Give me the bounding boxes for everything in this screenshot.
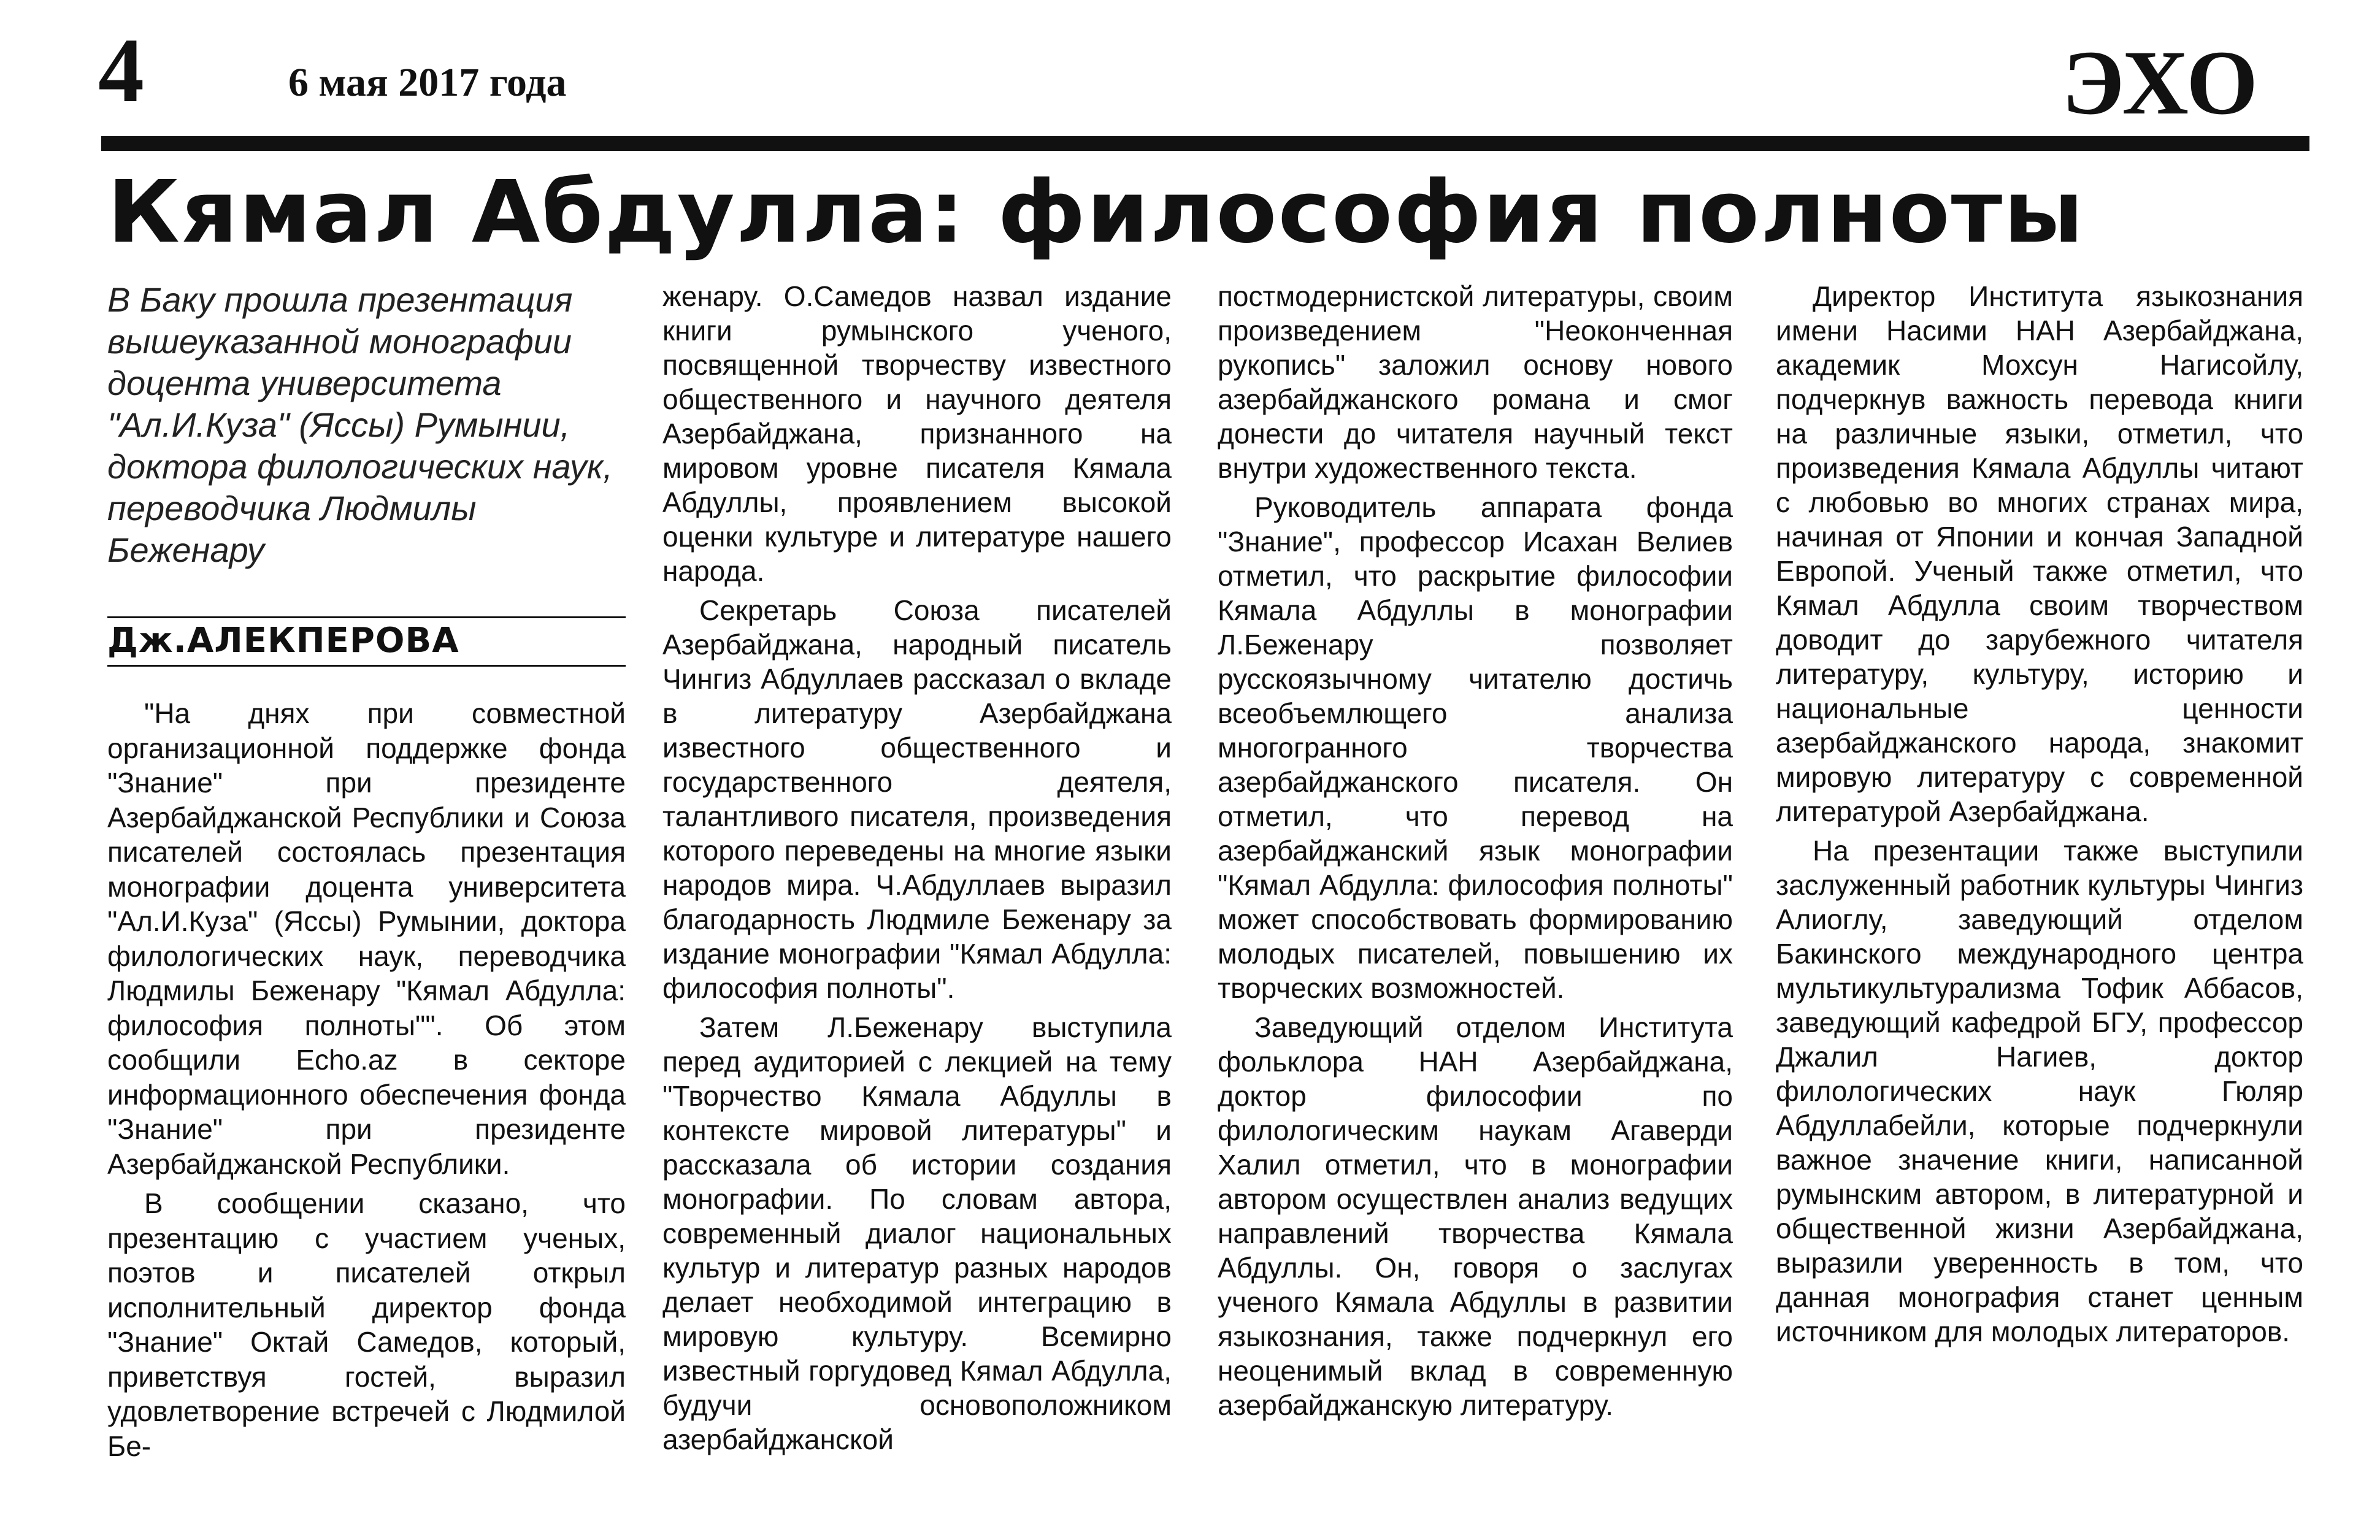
article-author: Дж.АЛЕКПЕРОВА bbox=[107, 621, 459, 661]
paragraph: постмодернистской литературы, своим произведением "Неоконченная рукопись" заложил основу нового азербайджанского романа и смог донести до читателя научный текст внутри художественного текста. bbox=[1218, 280, 1733, 484]
author-rule-top bbox=[107, 616, 626, 618]
author-rule-bottom bbox=[107, 665, 626, 667]
paragraph: женару. О.Самедов назвал издание книги румынского ученого, посвященной творчеству известного общественного и научного деятеля Азербайджана, признанного на мировом уровне писателя Кямала Абдуллы, проявлением высокой оценки культуре и литературе нашего народа. bbox=[662, 280, 1172, 587]
column-1-lead bbox=[107, 279, 626, 571]
article-headline: Кямал Абдулла: философия полноты bbox=[107, 163, 2085, 262]
newspaper-name: ЭХО bbox=[2062, 32, 2260, 134]
paragraph: В сообщении сказано, что презентацию с участием ученых, поэтов и писателей открыл исполнительный директор фонда "Знание" Октай Самедов, который, приветствуя гостей, выразил удовлетворение встречей с Людмилой Бе- bbox=[107, 1187, 626, 1462]
column-2 bbox=[662, 279, 1172, 1457]
article-lead: В Баку прошла презентация вышеуказанной монографии доцента университета "Ал.И.Куза" (Яссы) Румынии, доктора филологических наук, переводчика Людмилы Беженару bbox=[107, 280, 613, 569]
column-1-body bbox=[107, 696, 626, 1463]
paragraph: Затем Л.Беженару выступила перед аудиторией с лекцией на тему "Творчество Кямала Абдуллы в контексте мировой литературы" и рассказала об истории создания монографии. По словам автора, современный диалог национальных культур и литератур разных народов делает необходимой интеграцию в мировую культуру. Всемирно известный горгудовед Кямал Абдулла, будучи основоположником азербайджанской bbox=[662, 1011, 1172, 1455]
paragraph: Секретарь Союза писателей Азербайджана, народный писатель Чингиз Абдуллаев рассказал о вкладе в литературу Азербайджана известного общественного и государственного деятеля, талантливого писателя, произведения которого переведены на многие языки народов мира. Ч.Абдуллаев выразил благодарность Людмиле Беженару за издание монографии "Кямал Абдулла: философия полноты". bbox=[662, 594, 1172, 1004]
issue-date: 6 мая 2017 года bbox=[288, 60, 567, 105]
paragraph: Директор Института языкознания имени Насими НАН Азербайджана, академик Мохсун Нагисойлу, подчеркнув важность перевода книги на различные языки, отметил, что произведения Кямала Абдуллы читают с любовью во многих странах мира, начиная от Японии и кончая Западной Европой. Ученый также отметил, что Кямал Абдулла своим творчеством доводит до зарубежного читателя литературу, культуру, историю и национальные ценности азербайджанского народа, знакомит мировую литературу с современной литературой Азербайджана. bbox=[1776, 280, 2303, 827]
paragraph: Заведующий отделом Института фольклора НАН Азербайджана, доктор философии по филологическим наукам Агаверди Халил отметил, что в монографии автором осуществлен анализ ведущих направлений творчества Кямала Абдуллы. Он, говоря о заслугах ученого Кямала Абдуллы в развитии языкознания, также подчеркнул его неоценимый вклад в современную азербайджанскую литературу. bbox=[1218, 1011, 1733, 1421]
column-4 bbox=[1776, 279, 2303, 1349]
masthead-rule bbox=[101, 136, 2309, 151]
paragraph: На презентации также выступили заслуженный работник культуры Чингиз Алиоглу, заведующий отделом Бакинского международного центра мультикультурализма Тофик Аббасов, заведующий кафедрой БГУ, профессор Джалил Нагиев, доктор филологических наук Гюляр Абдуллабейли, которые подчеркнули важное значение книги, написанной румынским автором, в литературной и общественной жизни Азербайджана, выразили уверенность в том, что данная монография станет ценным источником для молодых литераторов. bbox=[1776, 835, 2303, 1347]
paragraph: "На днях при совместной организационной поддержке фонда "Знание" при президенте Азербайджанской Республики и Союза писателей состоялась презентация монографии доцента университета "Ал.И.Куза" (Яссы) Румынии, доктора филологических наук, переводчика Людмилы Беженару "Кямал Абдулла: философия полноты"". Об этом сообщили Echo.az в секторе информационного обеспечения фонда "Знание" при президенте Азербайджанской Республики. bbox=[107, 697, 626, 1180]
column-3 bbox=[1218, 279, 1733, 1422]
page-number: 4 bbox=[98, 20, 144, 121]
paragraph: Руководитель аппарата фонда "Знание", профессор Исахан Велиев отметил, что раскрытие философии Кямала Абдуллы в монографии Л.Беженару позволяет русскоязычному читателю достичь всеобъемлющего анализа многогранного творчества азербайджанского писателя. Он отметил, что перевод на азербайджанский язык монографии "Кямал Абдулла: философия полноты" может способствовать формированию молодых писателей, повышению их творческих возможностей. bbox=[1218, 491, 1733, 1004]
